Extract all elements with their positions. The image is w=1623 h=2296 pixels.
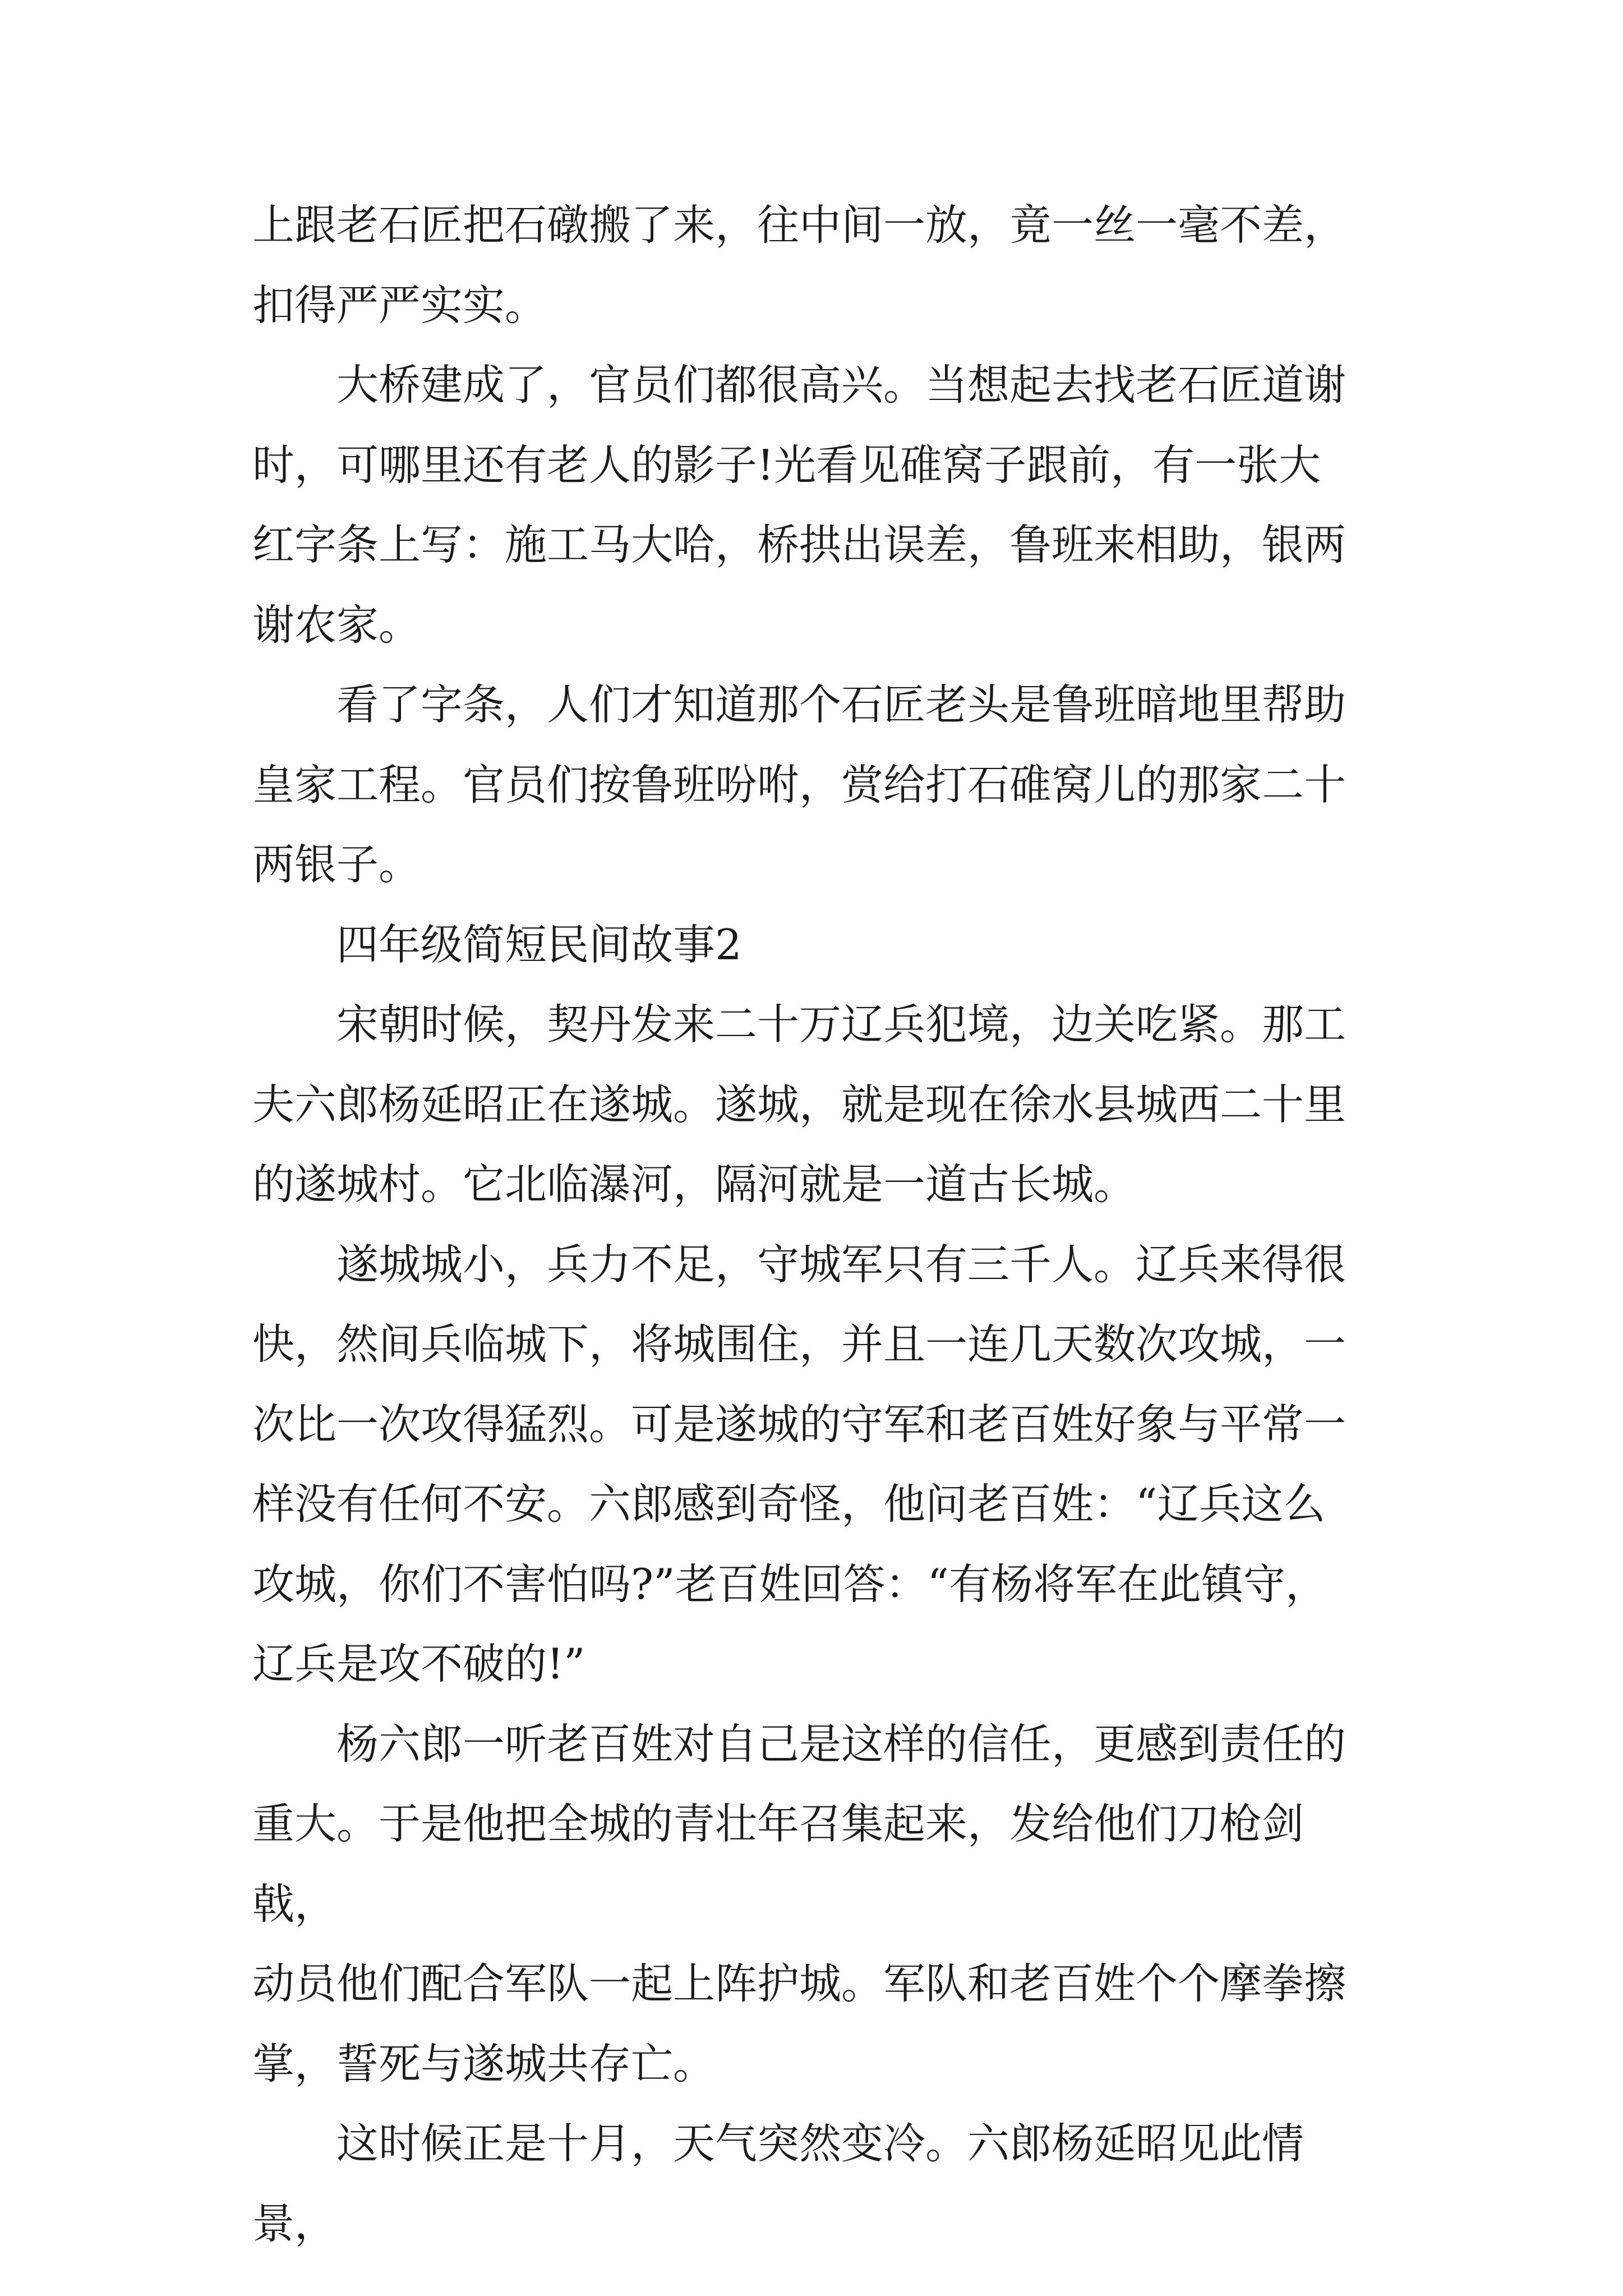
paragraph-trust: 杨六郎一听老百姓对自己是这样的信任，更感到责任的 重大。于是他把全城的青壮年召集起来，发给他们刀枪剑戟， 动员他们配合军队一起上阵护城。军队和老百姓个个摩拳擦 掌，誓死与遂城共存亡。 <box>252 1719 1347 2088</box>
paragraph-suicheng-siege: 遂城城小，兵力不足，守城军只有三千人。辽兵来得很 快，然间兵临城下，将城围住，并且一连几天数次攻城，一 次比一次攻得猛烈。可是遂城的守军和老百姓好象与平常一 样没有任何不安。六郎感到奇怪，他问老百姓：“辽兵这么 攻城，你们不害怕吗?”老百姓回答：“有杨将军在此镇守， 辽兵是攻不破的!” <box>252 1239 1347 1688</box>
paragraph-continuation: 上跟老石匠把石礅搬了来，往中间一放，竟一丝一毫不差， 扣得严严实实。 <box>252 200 1347 330</box>
paragraph-bridge-completed: 大桥建成了，官员们都很高兴。当想起去找老石匠道谢 时，可哪里还有老人的影子!光看见碓窝子跟前，有一张大 红字条上写：施工马大哈，桥拱出误差，鲁班来相助，银两 谢农家。 <box>252 360 1347 650</box>
story-heading: 四年级简短民间故事2 <box>252 919 742 969</box>
paragraph-october: 这时候正是十月，天气突然变冷。六郎杨延昭见此情景， <box>252 2119 1304 2248</box>
paragraph-song-dynasty: 宋朝时候，契丹发来二十万辽兵犯境，边关吃紧。那工 夫六郎杨延昭正在遂城。遂城，就是现在徐水县城西二十里 的遂城村。它北临瀑河，隔河就是一道古长城。 <box>252 1000 1347 1209</box>
paragraph-note-read: 看了字条，人们才知道那个石匠老头是鲁班暗地里帮助 皇家工程。官员们按鲁班吩咐，赏给打石碓窝儿的那家二十 两银子。 <box>252 680 1347 889</box>
document-body <box>252 185 1374 2263</box>
